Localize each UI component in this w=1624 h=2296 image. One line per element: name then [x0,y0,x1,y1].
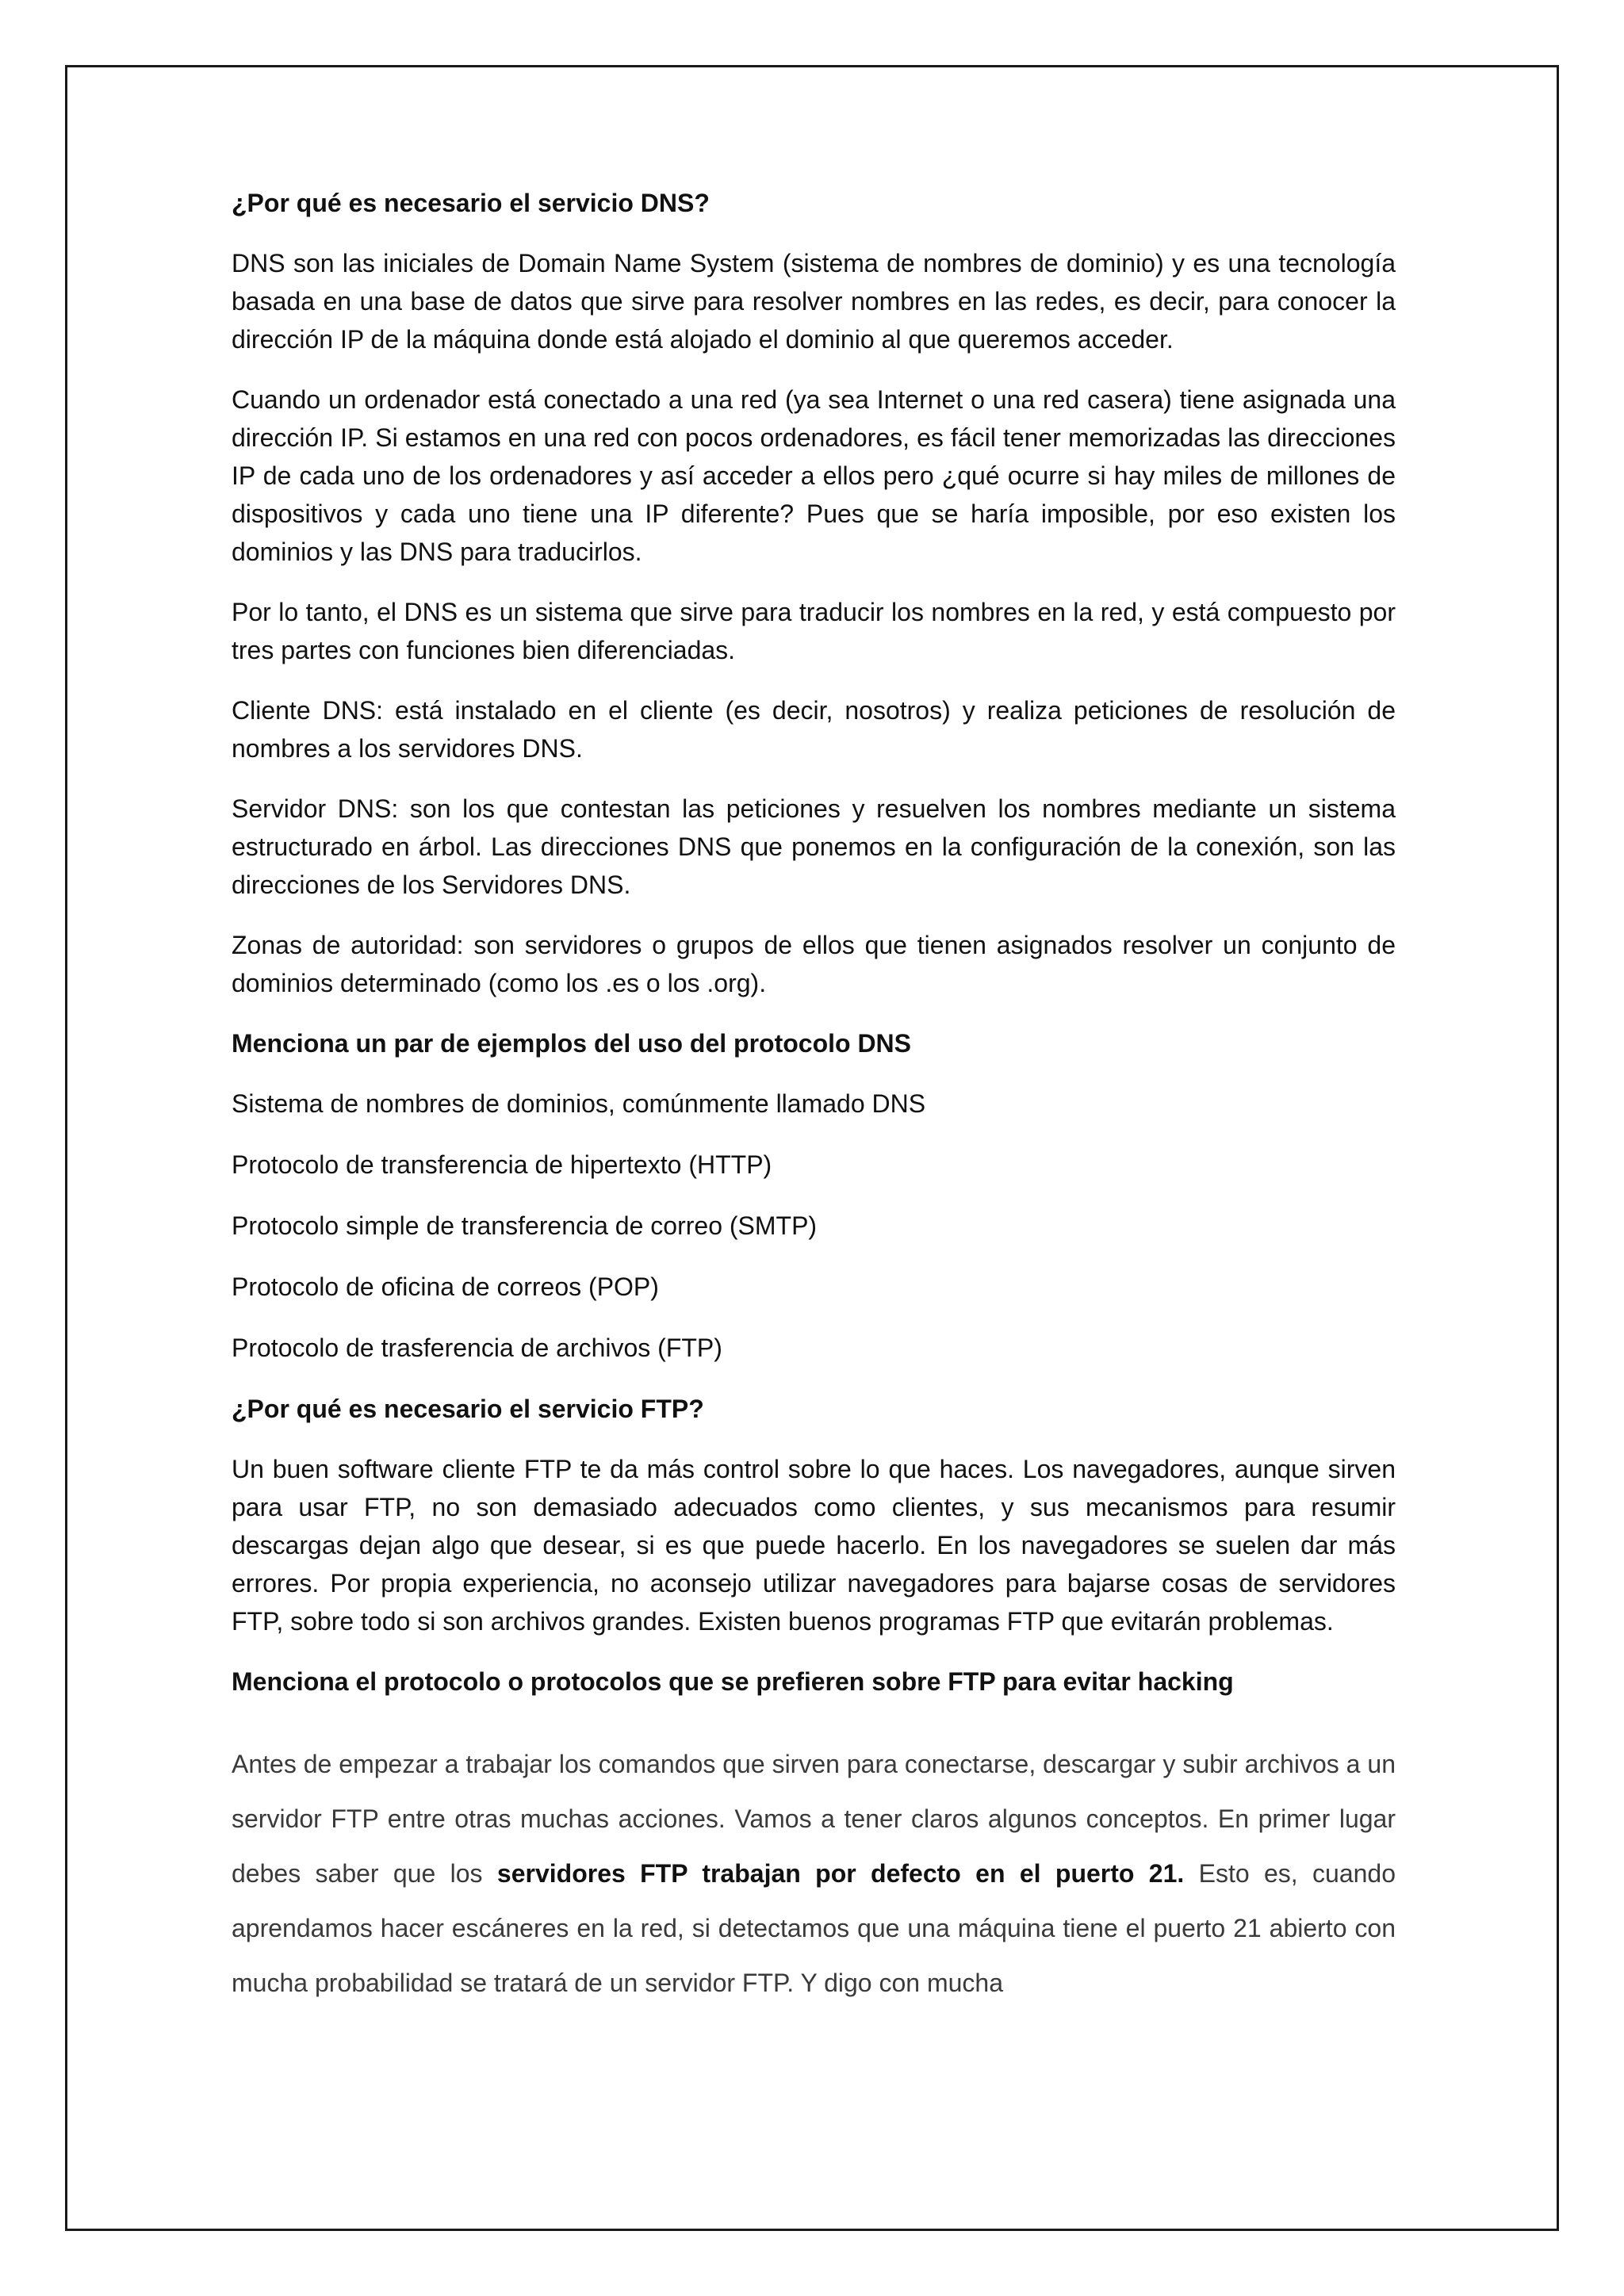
paragraph-dns-parts: Por lo tanto, el DNS es un sistema que sirve para traducir los nombres en la red, y está compuesto por tres partes con funciones bien diferenciadas. [232,598,1396,664]
list-item: Protocolo de oficina de correos (POP) [232,1272,659,1301]
document-body [232,184,1396,2011]
paragraph-dns-client: Cliente DNS: está instalado en el cliente (es decir, nosotros) y realiza peticiones de resolución de nombres a los servidores DNS. [232,696,1396,763]
paragraph-dns-ip: Cuando un ordenador está conectado a una red (ya sea Internet o una red casera) tiene asignada una dirección IP. Si estamos en una red con pocos ordenadores, es fácil tener memorizadas las direcciones IP de cada uno de los ordenadores y así acceder a ellos pero ¿qué ocurre si hay miles de millones de dispositivos y cada uno tiene una IP diferente? Pues que se haría imposible, por eso existen los dominios y las DNS para traducirlos. [232,385,1396,566]
list-item: Protocolo de transferencia de hipertexto (HTTP) [232,1150,772,1179]
paragraph-text: Antes de empezar a trabajar los comandos que sirven para conectarse, descargar y subir archivos a un servidor FTP entre otras muchas acciones. Vamos a tener claros algunos conceptos. En primer lugar debes saber que los [232,1750,1396,1888]
heading-ftp-alternatives: Menciona el protocolo o protocolos que se prefieren sobre FTP para evitar hacking [232,1667,1234,1696]
list-item: Sistema de nombres de dominios, comúnmente llamado DNS [232,1089,926,1118]
paragraph-ftp-client: Un buen software cliente FTP te da más control sobre lo que haces. Los navegadores, aunque sirven para usar FTP, no son demasiado adecuados como clientes, y sus mecanismos para resumir descargas dejan algo que desear, si es que puede hacerlo. En los navegadores se suelen dar más errores. Por propia experiencia, no aconsejo utilizar navegadores para bajarse cosas de servidores FTP, sobre todo si son archivos grandes. Existen buenos programas FTP que evitarán problemas. [232,1455,1396,1636]
list-item: Protocolo de trasferencia de archivos (FTP) [232,1334,722,1362]
paragraph-dns-server: Servidor DNS: son los que contestan las peticiones y resuelven los nombres mediante un sistema estructurado en árbol. Las direcciones DNS que ponemos en la configuración de la conexión, son las direcciones de los Servidores DNS. [232,794,1396,899]
heading-dns-why: ¿Por qué es necesario el servicio DNS? [232,189,710,217]
heading-dns-examples: Menciona un par de ejemplos del uso del protocolo DNS [232,1029,911,1058]
heading-ftp-why: ¿Por qué es necesario el servicio FTP? [232,1395,704,1423]
list-item: Protocolo simple de transferencia de correo (SMTP) [232,1211,818,1240]
paragraph-dns-zones: Zonas de autoridad: son servidores o grupos de ellos que tienen asignados resolver un conjunto de dominios determinado (como los .es o los .org). [232,931,1396,997]
bold-port-text: servidores FTP trabajan por defecto en el puerto 21. [496,1859,1185,1888]
paragraph-dns-definition: DNS son las iniciales de Domain Name System (sistema de nombres de dominio) y es una tecnología basada en una base de datos que sirve para resolver nombres en las redes, es decir, para conocer la dirección IP de la máquina donde está alojado el dominio al que queremos acceder. [232,249,1396,354]
paragraph-text: Esto es, cuando aprendamos hacer escáneres en la red, si detectamos que una máquina tiene el puerto 21 abierto con mucha probabilidad se tratará de un servidor FTP. Y digo con mucha [232,1859,1396,1997]
paragraph-ftp-port [232,1737,1396,2011]
